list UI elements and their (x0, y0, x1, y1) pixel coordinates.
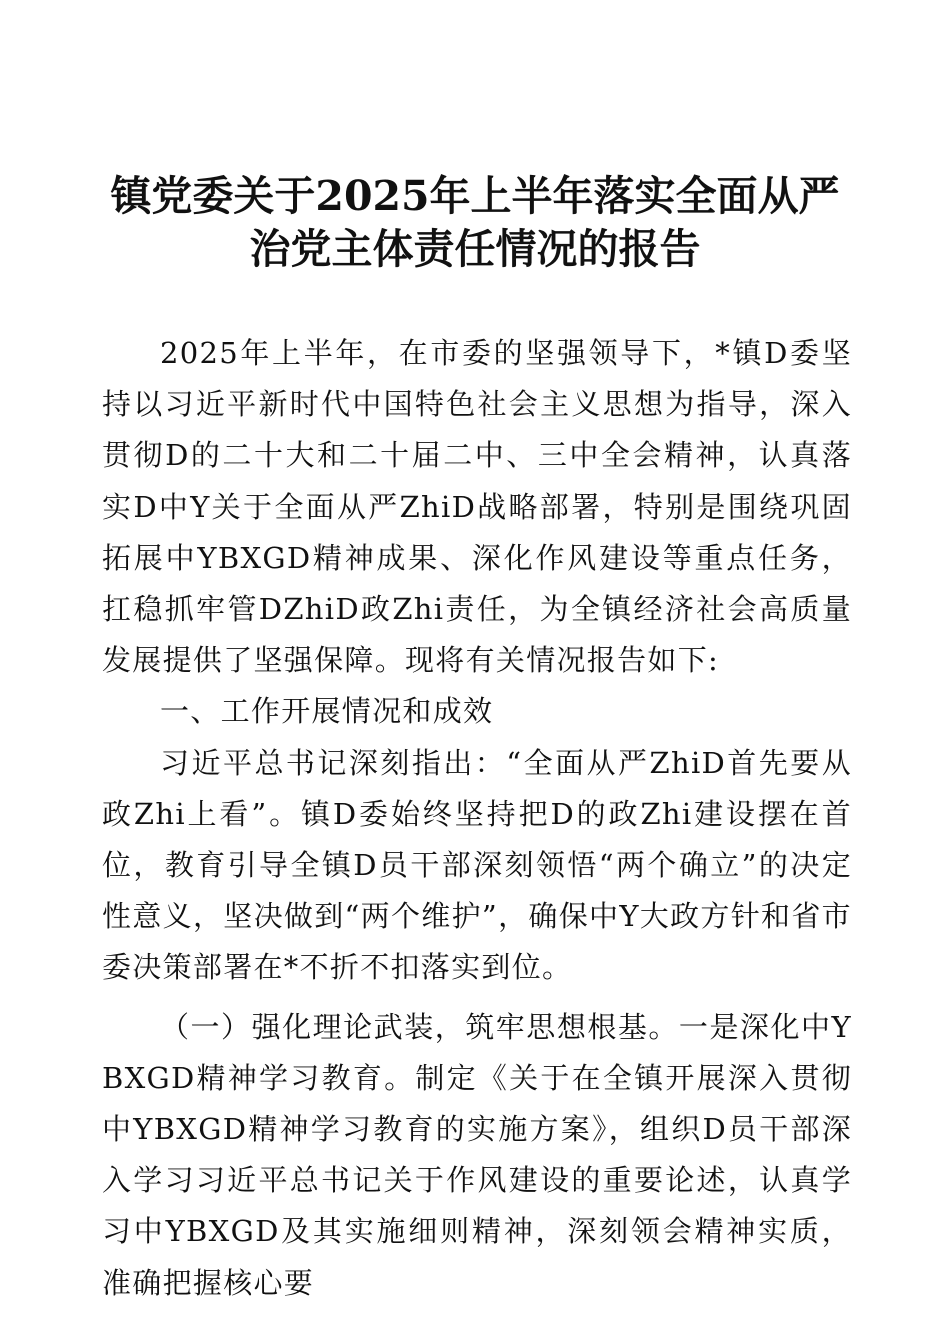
subsection-paragraph: （一）强化理论武装，筑牢思想根基。一是深化中YBXGD精神学习教育。制定《关于在全镇开展深入贯彻中YBXGD精神学习教育的实施方案》，组织D员干部深入学习习近平总书记关于作风建设的重要论述，认真学习中YBXGD及其实施细则精神，深刻领会精神实质，准确把握核心要 (102, 1009, 852, 1300)
document-body (102, 328, 852, 1309)
document-title-line-1: 镇党委关于2025年上半年落实全面从严 (110, 172, 840, 220)
section-heading: 一、工作开展情况和成效 (160, 694, 494, 729)
document-title-line-2: 治党主体责任情况的报告 (249, 225, 701, 273)
body-paragraph: 习近平总书记深刻指出：“全面从严ZhiD首先要从政Zhi上看”。镇D委始终坚持把D的政Zhi建设摆在首位，教育引导全镇D员干部深刻领悟“两个确立”的决定性意义，坚决做到“两个维护”，确保中Y大政方针和省市委决策部署在*不折不扣落实到位。 (102, 745, 852, 985)
intro-paragraph: 2025年上半年，在市委的坚强领导下，*镇D委坚持以习近平新时代中国特色社会主义思想为指导，深入贯彻D的二十大和二十届二中、三中全会精神，认真落实D中Y关于全面从严ZhiD战略部署，特别是围绕巩固拓展中YBXGD精神成果、深化作风建设等重点任务，扛稳抓牢管DZhiD政Zhi责任，为全镇经济社会高质量发展提供了坚强保障。现将有关情况报告如下: (102, 336, 852, 678)
